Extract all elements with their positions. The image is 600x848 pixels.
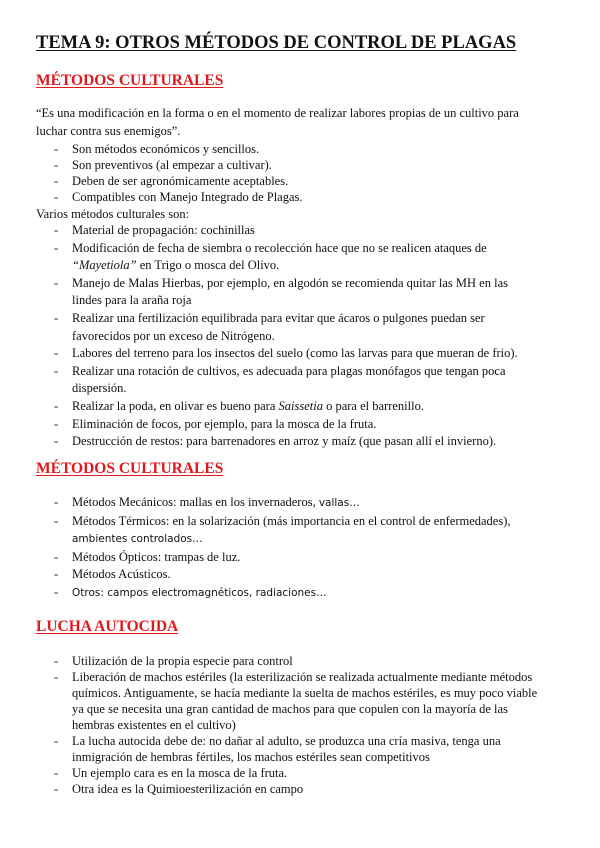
list-item: - Métodos Ópticos: trampas de luz. bbox=[54, 549, 241, 564]
physical-methods-list bbox=[36, 494, 556, 603]
list-item: - La lucha autocida debe de: no dañar al adulto, se produzca una cría masiva, tenga una inmigración de hembras fértiles, los machos estériles sean competitivos bbox=[54, 734, 501, 764]
definition-paragraph bbox=[36, 104, 556, 140]
list-item: - Realizar la poda, en olivar es bueno para Saissetia o para el barrenillo. bbox=[54, 398, 424, 413]
list-item: - Modificación de fecha de siembra o recolección hace que no se realicen ataques de “Mayetiola” en Trigo o mosca del Olivo. bbox=[54, 240, 487, 273]
list-item: - Un ejemplo cara es en la mosca de la fruta. bbox=[54, 766, 288, 780]
list-item: - Liberación de machos estériles (la esterilización se realizada actualmente mediante métodos químicos. Antiguamente, se hacía mediante la suelta de machos estériles, es muy poco viable ya que se necesita una gran cantidad de machos para que copulen con la mayoría de las hembras existentes en el cultivo) bbox=[54, 670, 538, 732]
list-item: - Son preventivos (al empezar a cultivar). bbox=[54, 158, 272, 172]
definition-line: “Es una modificación en la forma o en el momento de realizar labores propias de un cultivo para bbox=[36, 106, 519, 120]
list-item: - Material de propagación: cochinillas bbox=[54, 223, 255, 237]
characteristics-list bbox=[36, 141, 556, 205]
list-item: - Destrucción de restos: para barrenadores en arroz y maíz (que pasan allí el invierno). bbox=[54, 434, 497, 449]
autocida-list bbox=[36, 653, 556, 797]
list-item: - Labores del terreno para los insectos del suelo (como las larvas para que mueran de frio). bbox=[54, 346, 518, 361]
list-item: - Otros: campos electromagnéticos, radiaciones… bbox=[54, 584, 327, 599]
list-item: - Otra idea es la Quimioesterilización en campo bbox=[54, 782, 304, 796]
section-heading-metodos-culturales: MÉTODOS CULTURALES bbox=[36, 72, 224, 89]
list-item: - Métodos Mecánicos: mallas en los invernaderos, vallas… bbox=[54, 495, 360, 509]
section-heading-lucha-autocida: LUCHA AUTOCIDA bbox=[36, 618, 179, 635]
list-item: - Métodos Acústicos. bbox=[54, 567, 171, 582]
methods-intro: Varios métodos culturales son: bbox=[36, 207, 190, 221]
list-item: - Métodos Térmicos: en la solarización (más importancia en el control de enfermedades), ambientes controlados… bbox=[54, 513, 511, 546]
saissetia-italic: Saissetia bbox=[278, 398, 323, 413]
definition-line: luchar contra sus enemigos”. bbox=[36, 124, 181, 138]
list-item: - Manejo de Malas Hierbas, por ejemplo, en algodón se recomienda quitar las MH en las lindes para la araña roja bbox=[54, 275, 508, 308]
list-item: - Compatibles con Manejo Integrado de Plagas. bbox=[54, 190, 303, 204]
page-title: TEMA 9: OTROS MÉTODOS DE CONTROL DE PLAGAS bbox=[36, 33, 517, 53]
section-heading-metodos-culturales-2: MÉTODOS CULTURALES bbox=[36, 460, 224, 477]
list-item: - Realizar una fertilización equilibrada para evitar que ácaros o pulgones puedan ser favorecidos por un exceso de Nitrógeno. bbox=[54, 310, 485, 343]
list-item: - Deben de ser agronómicamente aceptables. bbox=[54, 174, 289, 188]
list-item: - Utilización de la propia especie para control bbox=[54, 654, 293, 668]
cultural-methods-list bbox=[36, 222, 556, 451]
list-item: - Realizar una rotación de cultivos, es adecuada para plagas monófagos que tengan poca dispersión. bbox=[54, 363, 506, 396]
list-item: - Eliminación de focos, por ejemplo, para la mosca de la fruta. bbox=[54, 416, 377, 431]
list-item: - Son métodos económicos y sencillos. bbox=[54, 142, 260, 156]
mayetiola-italic: “Mayetiola” bbox=[72, 258, 137, 273]
